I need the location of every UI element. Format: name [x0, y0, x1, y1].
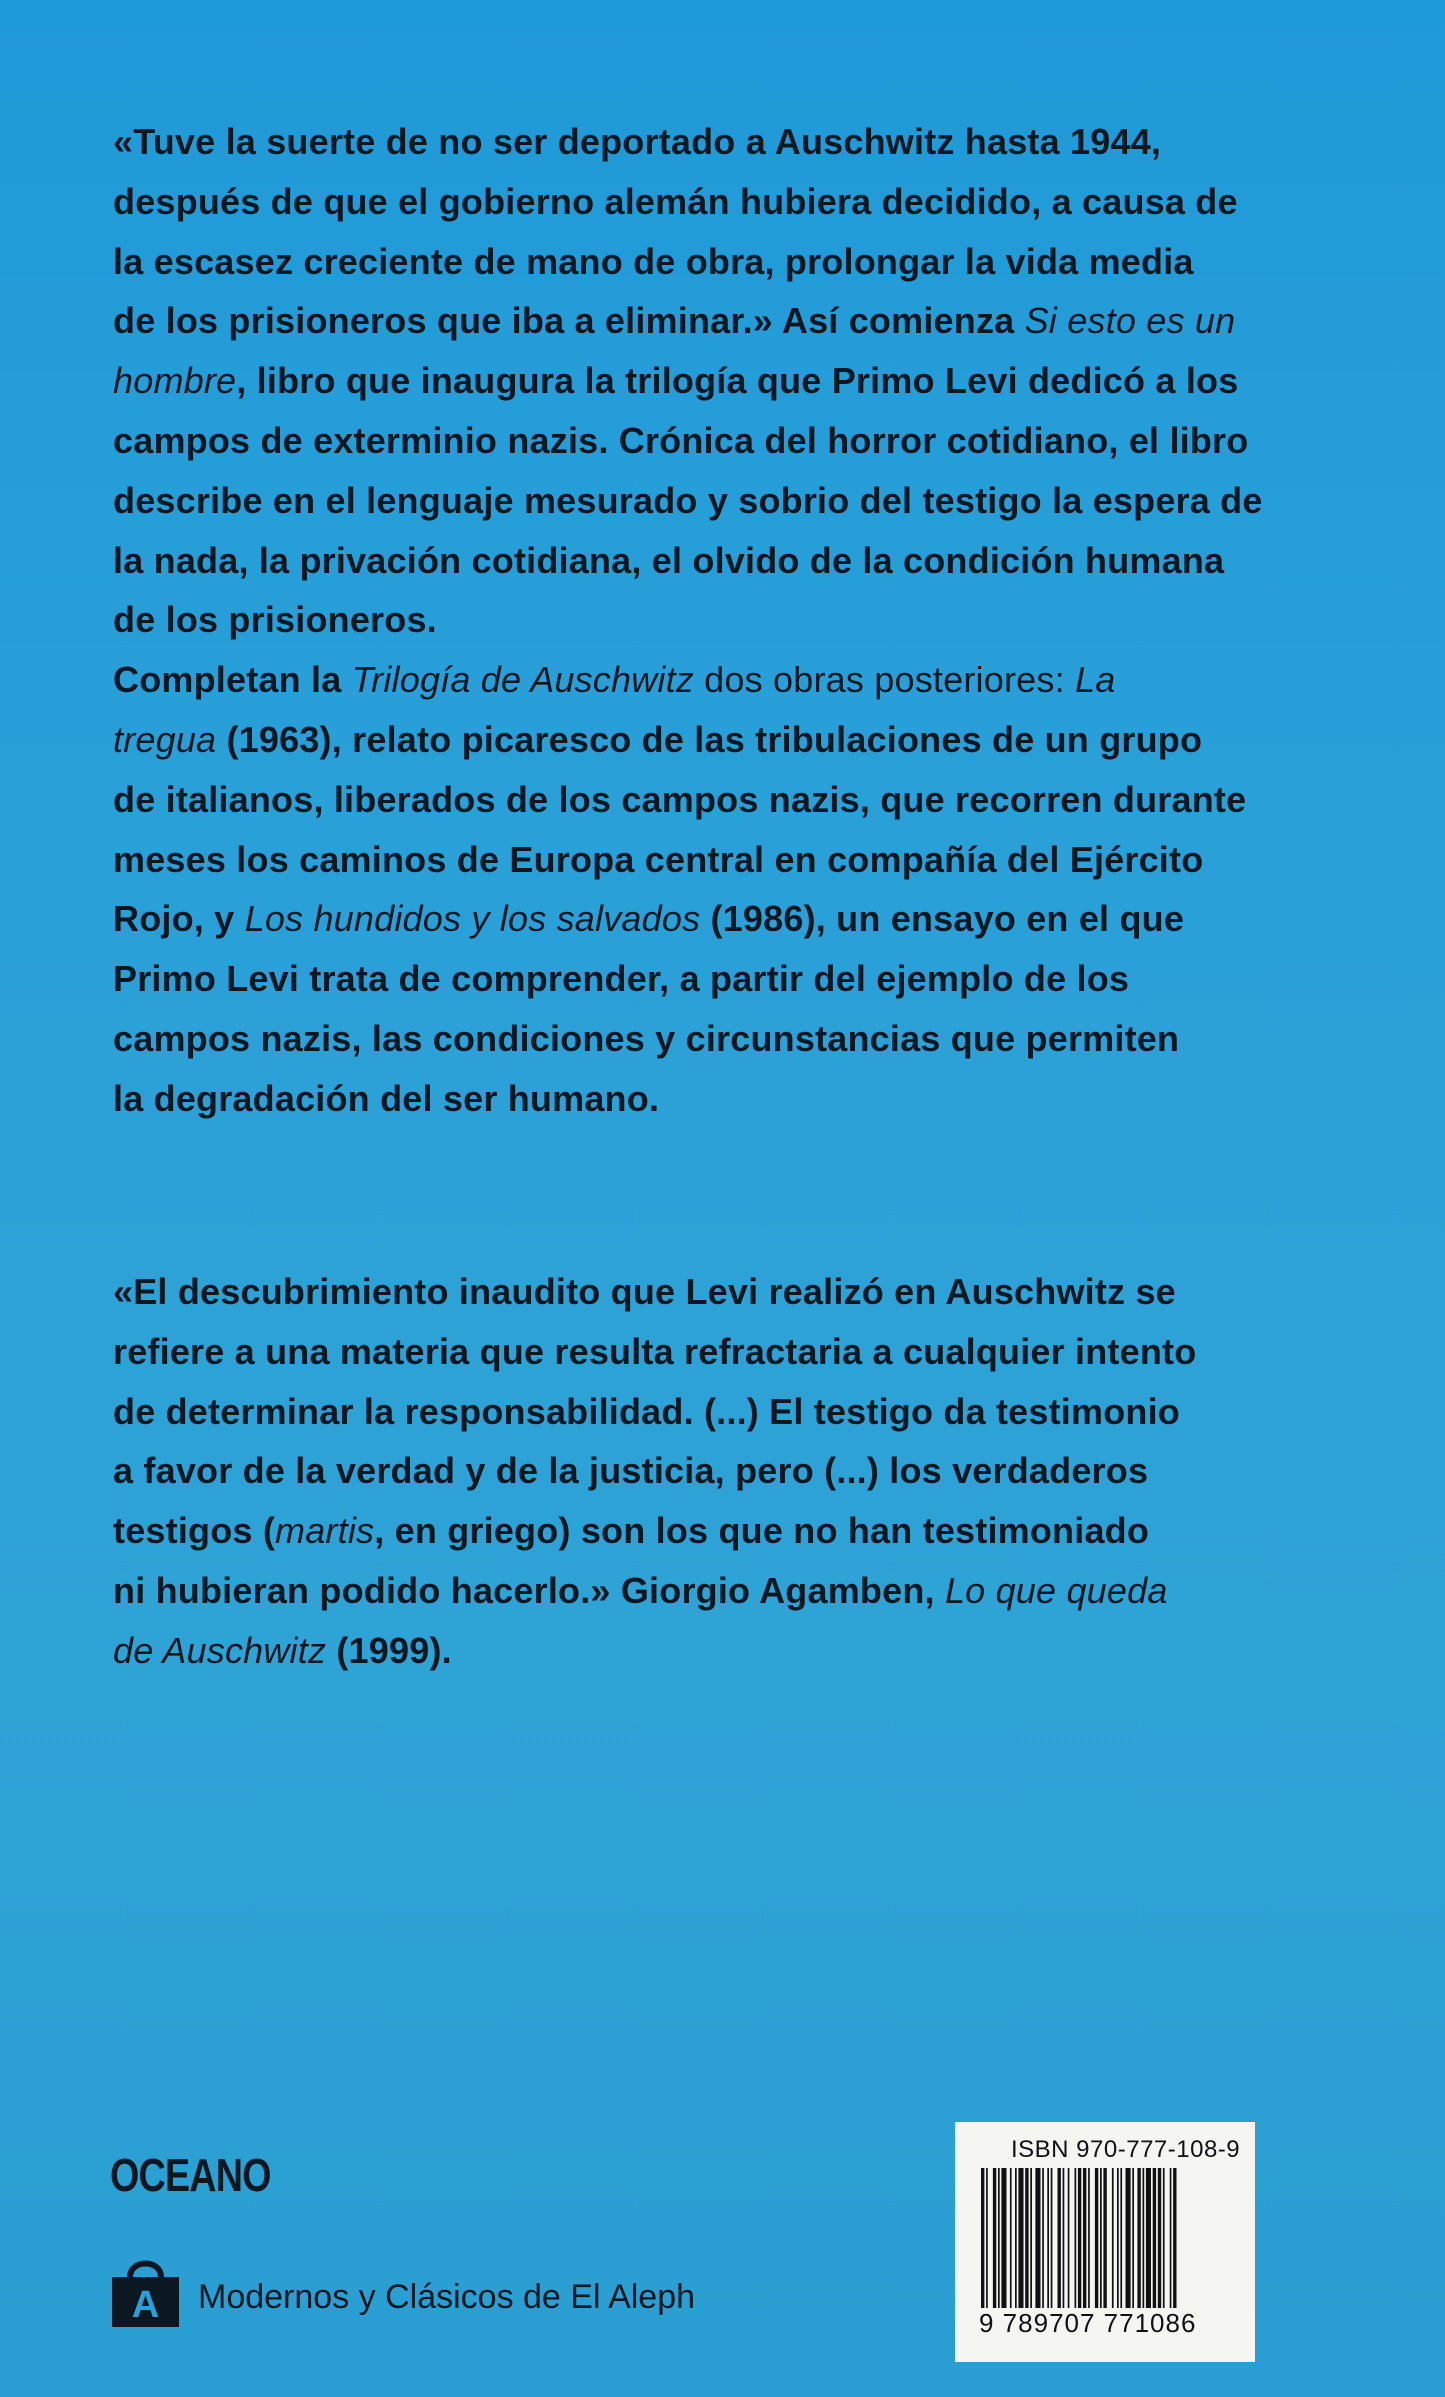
barcode-bar [1083, 2168, 1086, 2308]
barcode-bar [1095, 2168, 1098, 2308]
barcode-bar [1042, 2168, 1044, 2308]
text-line: después de que el gobierno alemán hubiera decidido, a causa de [113, 180, 1238, 222]
text-segment: (1986), un ensayo en el que [700, 898, 1185, 940]
barcode [977, 2168, 1235, 2308]
quote-paragraph [113, 1262, 1243, 1681]
barcode-bar [1100, 2168, 1102, 2308]
text-segment: (1963), relato picaresco de las tribulaciones de un grupo [216, 718, 1203, 760]
text-segment: , en griego) son los que no han testimoniado [374, 1510, 1150, 1552]
book-title: Si esto es un [1024, 300, 1236, 342]
barcode-bar [1063, 2168, 1065, 2308]
barcode-bar [1143, 2168, 1145, 2308]
barcode-bar [1018, 2168, 1023, 2308]
barcode-bar [1051, 2168, 1053, 2308]
barcode-bar [981, 2168, 984, 2308]
barcode-bar [1103, 2168, 1106, 2308]
barcode-bar [1146, 2168, 1151, 2308]
barcode-bar [1015, 2168, 1017, 2308]
text-line [113, 889, 1243, 949]
text-segment: , libro que inaugura la trilogía que Primo Levi dedicó a los [236, 360, 1239, 402]
barcode-bar [1126, 2168, 1131, 2308]
text-line: meses los caminos de Europa central en compañía del Ejército [113, 838, 1204, 880]
text-line: de determinar la responsabilidad. (...) El testigo da testimonio [113, 1390, 1180, 1432]
barcode-bar [1170, 2168, 1172, 2308]
text-line [113, 650, 1243, 710]
barcode-bar [993, 2168, 996, 2308]
text-line: Primo Levi trata de comprender, a partir del ejemplo de los [113, 958, 1130, 1000]
text-line: «Tuve la suerte de no ser deportado a Auschwitz hasta 1944, [113, 121, 1162, 162]
barcode-bar [1173, 2168, 1176, 2308]
text-line: «El descubrimiento inaudito que Levi realizó en Auschwitz se [113, 1271, 1176, 1312]
barcode-bar [1078, 2168, 1081, 2308]
foreign-word: martis [275, 1510, 375, 1552]
book-title: Lo que queda [944, 1569, 1168, 1611]
text-line: de los prisioneros. [113, 599, 437, 641]
text-segment: Completan la [113, 659, 352, 701]
text-line: campos de exterminio nazis. Crónica del horror cotidiano, el libro [113, 419, 1249, 461]
barcode-bar [1153, 2168, 1156, 2308]
barcode-bar [1068, 2168, 1070, 2308]
barcode-bar [1117, 2168, 1119, 2308]
synopsis-paragraph [113, 112, 1263, 1129]
text-line [113, 1561, 1243, 1621]
book-title: La [1074, 659, 1116, 701]
text-segment: (1999). [326, 1629, 452, 1671]
isbn-number: ISBN 970-777-108-9 [1011, 2136, 1241, 2163]
text-line: de italianos, liberados de los campos nazis, que recorren durante [113, 778, 1247, 820]
barcode-bar [986, 2168, 988, 2308]
barcode-bar [1025, 2168, 1028, 2308]
barcode-bar [1112, 2168, 1114, 2308]
publisher-logo: OCEANO [110, 2149, 271, 2201]
barcode-bar [1001, 2168, 1006, 2308]
barcode-bar [1120, 2168, 1122, 2308]
collection-name: Modernos y Clásicos de El Aleph [198, 2278, 696, 2316]
book-title: de Auschwitz [113, 1629, 327, 1671]
barcode-bar [1010, 2168, 1012, 2308]
barcode-bar [1075, 2168, 1077, 2308]
text-line: a favor de la verdad y de la justicia, pero (...) los verdaderos [113, 1450, 1149, 1492]
text-line [113, 710, 1243, 770]
book-title: Los hundidos y los salvados [244, 898, 701, 940]
text-line [113, 1501, 1243, 1561]
barcode-bar [1158, 2168, 1161, 2308]
text-line: describe en el lenguaje mesurado y sobrio del testigo la espera de [113, 479, 1263, 521]
collection-icon-letter: A [131, 2284, 160, 2326]
barcode-bar [1137, 2168, 1140, 2308]
text-line: la nada, la privación cotidiana, el olvido de la condición humana [113, 539, 1225, 581]
text-line: la degradación del ser humano. [113, 1077, 660, 1119]
barcode-bar [1088, 2168, 1090, 2308]
barcode-bar [998, 2168, 1000, 2308]
barcode-bar [1035, 2168, 1040, 2308]
text-line [113, 291, 1243, 351]
book-title: Trilogía de Auschwitz [351, 659, 694, 701]
barcode-bar [1047, 2168, 1049, 2308]
text-segment: dos obras posteriores: [693, 659, 1075, 701]
shopping-bag-icon [108, 2253, 183, 2329]
text-segment: ni hubieran podido hacerlo.» Giorgio Agamben, [113, 1569, 945, 1611]
barcode-bar [1030, 2168, 1032, 2308]
text-line: campos nazis, las condiciones y circunstancias que permiten [113, 1017, 1180, 1059]
text-line [113, 351, 1243, 411]
text-segment: testigos ( [113, 1510, 276, 1552]
text-line: la escasez creciente de mano de obra, prolongar la vida media [113, 240, 1194, 282]
barcode-bar [1132, 2168, 1134, 2308]
book-title: tregua [113, 718, 217, 760]
text-segment: Rojo, y [113, 898, 245, 940]
text-line [113, 1621, 1243, 1681]
text-line: refiere a una materia que resulta refractaria a cualquier intento [113, 1330, 1197, 1372]
book-title: hombre [113, 360, 237, 402]
barcode-bar [1058, 2168, 1061, 2308]
isbn-label [955, 2122, 1255, 2362]
barcode-bar [1163, 2168, 1165, 2308]
ean-number: 9 789707 771086 [979, 2308, 1197, 2338]
text-segment: de los prisioneros que iba a eliminar.» Así comienza [113, 300, 1025, 342]
